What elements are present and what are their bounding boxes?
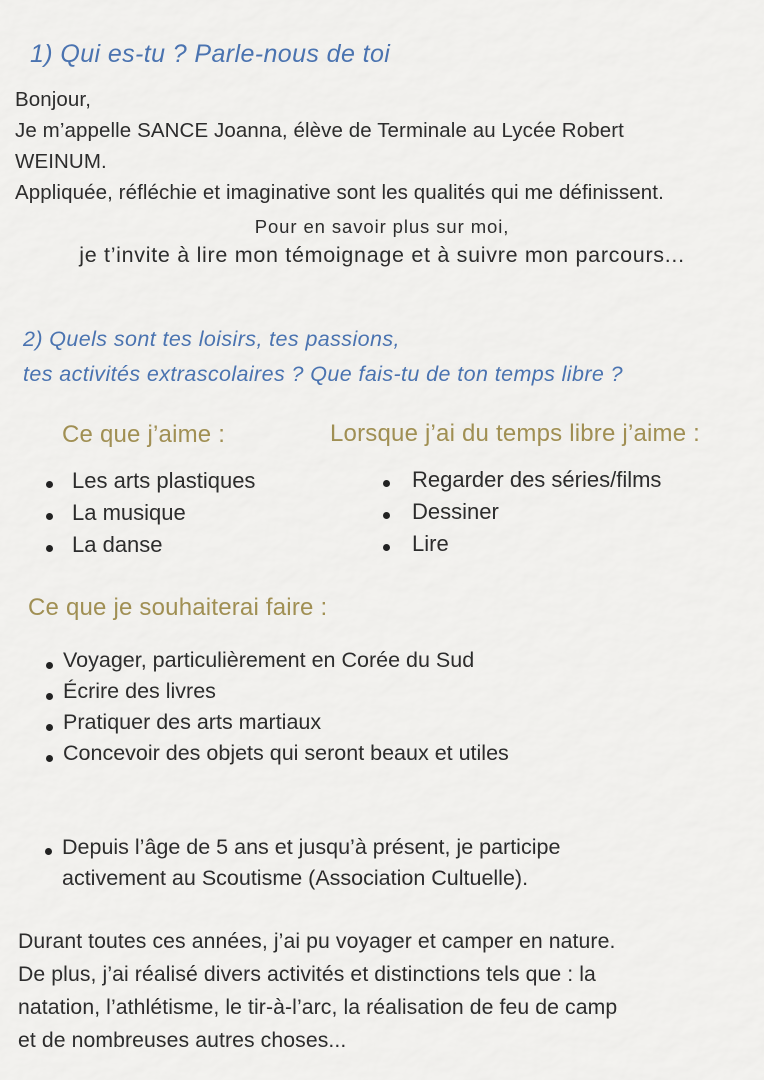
list-item <box>330 468 760 492</box>
list-item <box>330 532 760 556</box>
text-line: et de nombreuses autres choses... <box>18 1029 347 1052</box>
bullet-icon <box>383 544 390 551</box>
list-item-text: La danse <box>72 532 163 557</box>
wishes-heading: Ce que je souhaiterai faire : <box>28 594 328 621</box>
likes-heading: Ce que j’aime : <box>62 421 226 448</box>
note-paragraph <box>0 216 764 268</box>
text-line: WEINUM. <box>15 150 107 173</box>
text-line: activement au Scoutisme (Association Cultuelle). <box>62 866 529 890</box>
bullet-icon <box>46 724 53 731</box>
list-item-text: Dessiner <box>412 499 499 524</box>
text-line: Pour en savoir plus sur moi, <box>254 216 510 237</box>
list-item <box>44 533 334 557</box>
intro-paragraph <box>15 84 664 208</box>
list-item <box>30 648 509 672</box>
scouting-item <box>30 832 560 894</box>
list-item <box>44 469 334 493</box>
closing-paragraph <box>18 925 617 1057</box>
bullet-icon <box>46 755 53 762</box>
likes-column <box>44 421 334 565</box>
list-item <box>30 741 509 765</box>
text-line: De plus, j’ai réalisé divers activités et distinctions tels que : la <box>18 963 596 986</box>
list-item <box>330 500 760 524</box>
list-item-text: Écrire des livres <box>63 679 216 703</box>
list-item-text: Les arts plastiques <box>72 468 256 493</box>
list-item-text: Concevoir des objets qui seront beaux et utiles <box>63 741 509 765</box>
list-item-text: Pratiquer des arts martiaux <box>63 710 322 734</box>
list-item-text: Regarder des séries/films <box>412 467 662 492</box>
list-item <box>30 710 509 734</box>
text-line: natation, l’athlétisme, le tir-à-l’arc, la réalisation de feu de camp <box>18 996 618 1019</box>
text-line: je t’invite à lire mon témoignage et à suivre mon parcours... <box>79 243 685 267</box>
bullet-icon <box>45 848 52 855</box>
question-2-heading <box>23 322 623 392</box>
text-line: 2) Quels sont tes loisirs, tes passions, <box>23 327 400 351</box>
text-line: Je m’appelle SANCE Joanna, élève de Terminale au Lycée Robert <box>15 119 624 142</box>
bullet-icon <box>383 480 390 487</box>
free-time-column <box>330 420 760 564</box>
list-item-text: Voyager, particulièrement en Corée du Sud <box>63 648 475 672</box>
bullet-icon <box>46 513 53 520</box>
bullet-icon <box>46 545 53 552</box>
bullet-icon <box>46 662 53 669</box>
text-line: Durant toutes ces années, j’ai pu voyager et camper en nature. <box>18 930 616 953</box>
list-item-text: La musique <box>72 500 186 525</box>
bullet-icon <box>46 481 53 488</box>
text-line: Depuis l’âge de 5 ans et jusqu’à présent, je participe <box>62 835 561 859</box>
question-1-heading: 1) Qui es-tu ? Parle-nous de toi <box>30 40 391 68</box>
likes-list <box>44 469 334 557</box>
list-item-text: Lire <box>412 531 449 556</box>
bullet-icon <box>46 693 53 700</box>
text-line: Appliquée, réfléchie et imaginative sont les qualités qui me définissent. <box>15 181 664 204</box>
wishes-list <box>30 648 509 772</box>
text-line: Bonjour, <box>15 88 92 111</box>
text-line: tes activités extrascolaires ? Que fais-tu de ton temps libre ? <box>23 362 623 386</box>
bullet-icon <box>383 512 390 519</box>
list-item <box>30 679 509 703</box>
free-time-heading: Lorsque j’ai du temps libre j’aime : <box>330 420 701 447</box>
list-item <box>44 501 334 525</box>
free-time-list <box>330 468 760 556</box>
